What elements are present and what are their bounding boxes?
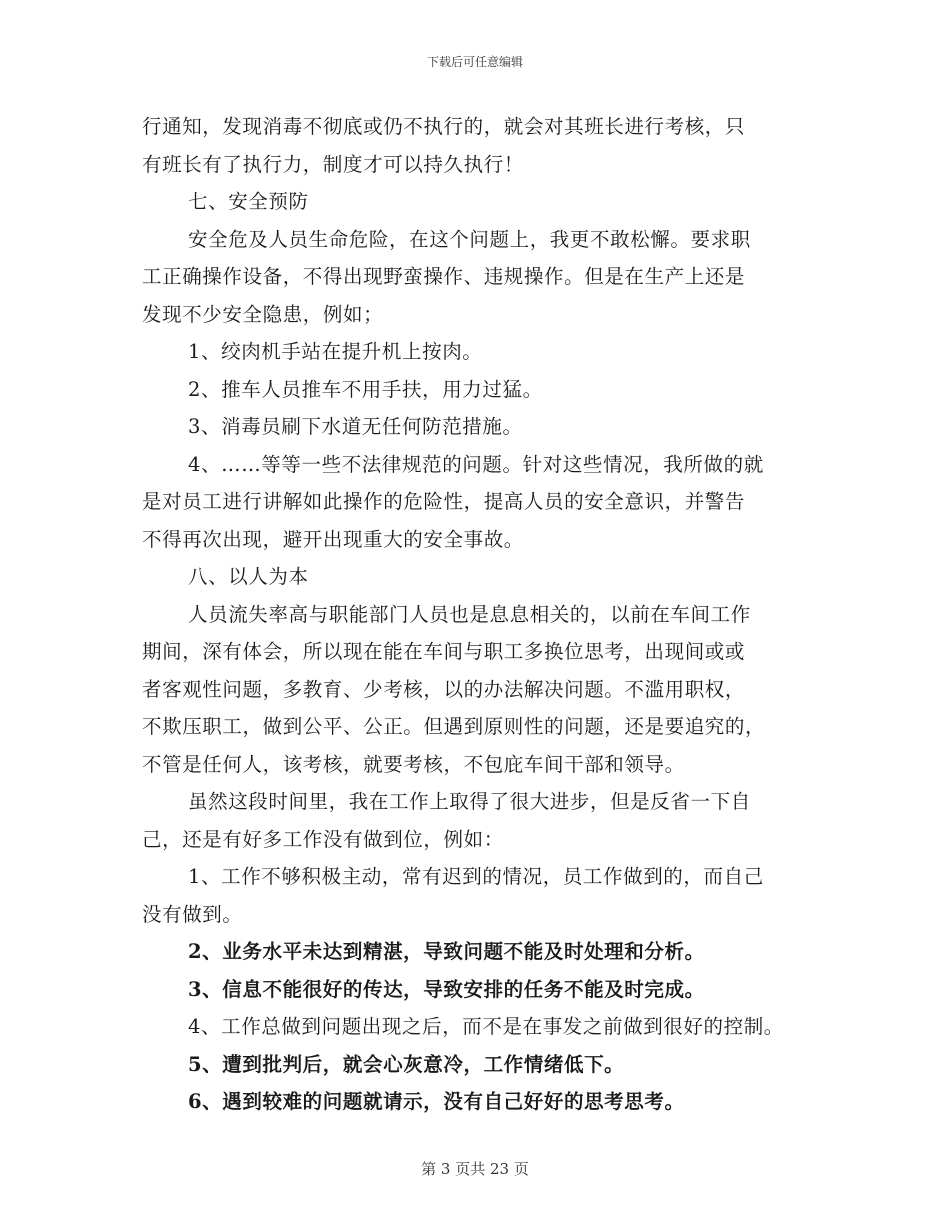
text-line-19: 虽然这段时间里，我在工作上取得了很大进步，但是反省一下自: [188, 790, 751, 813]
text-line-17: 不欺压职工，做到公平、公正。但遇到原则性的问题，还是要追究的，: [142, 715, 766, 738]
text-line-18: 不管是任何人，该考核，就要考核，不包庇车间干部和领导。: [142, 752, 685, 776]
text-line-22: 没有做到。: [142, 902, 243, 926]
text-line-12: 不得再次出现，避开出现重大的安全事故。: [142, 527, 524, 551]
text-line-13: 八、以人为本: [188, 565, 309, 588]
document-body: [142, 108, 832, 1121]
text-line-21: 1、工作不够积极主动，常有迟到的情况，员工作做到的，而自己: [188, 865, 764, 888]
text-line-16: 者客观性问题，多教育、少考核，以的办法解决问题。不滥用职权，: [142, 677, 746, 701]
text-line-15: 期间，深有体会，所以现在能在车间与职工多换位思考，出现间或或: [142, 640, 746, 663]
text-line-23: 2、业务水平未达到精湛，导致问题不能及时处理和分析。: [188, 940, 705, 963]
page-footer: 第 3 页共 23 页: [421, 1160, 529, 1178]
text-line-2: 有班长有了执行力，制度才可以持久执行！: [142, 152, 524, 176]
text-line-5: 工正确操作设备，不得出现野蛮操作、违规操作。但是在生产上还是: [142, 265, 746, 288]
text-line-25: 4、工作总做到问题出现之后，而不是在事发之前做到很好的控制。: [188, 1015, 784, 1038]
text-line-9: 3、消毒员刷下水道无任何防范措施。: [188, 415, 523, 438]
text-line-20: 己，还是有好多工作没有做到位，例如：: [142, 827, 504, 851]
text-line-26: 5、遭到批判后，就会心灰意冷，工作情绪低下。: [188, 1052, 625, 1076]
text-line-11: 是对员工进行讲解如此操作的危险性，提高人员的安全意识，并警告: [142, 490, 746, 513]
text-line-3: 七、安全预防: [188, 190, 309, 213]
text-line-14: 人员流失率高与职能部门人员也是息息相关的，以前在车间工作: [188, 602, 751, 626]
text-line-7: 1、绞肉机手站在提升机上按肉。: [188, 340, 483, 363]
text-line-6: 发现不少安全隐患，例如；: [142, 302, 384, 326]
page-header: 下载后可任意编辑: [426, 55, 523, 69]
text-line-10: 4、……等等一些不法律规范的问题。针对这些情况，我所做的就: [188, 452, 764, 476]
text-line-1: 行通知，发现消毒不彻底或仍不执行的，就会对其班长进行考核，只: [142, 115, 746, 138]
text-line-27: 6、遇到较难的问题就请示，没有自己好好的思考思考。: [188, 1090, 685, 1113]
text-line-24: 3、信息不能很好的传达，导致安排的任务不能及时完成。: [188, 977, 705, 1001]
text-line-4: 安全危及人员生命危险，在这个问题上，我更不敢松懈。要求职: [188, 227, 751, 251]
text-line-8: 2、推车人员推车不用手扶，用力过猛。: [188, 377, 543, 401]
